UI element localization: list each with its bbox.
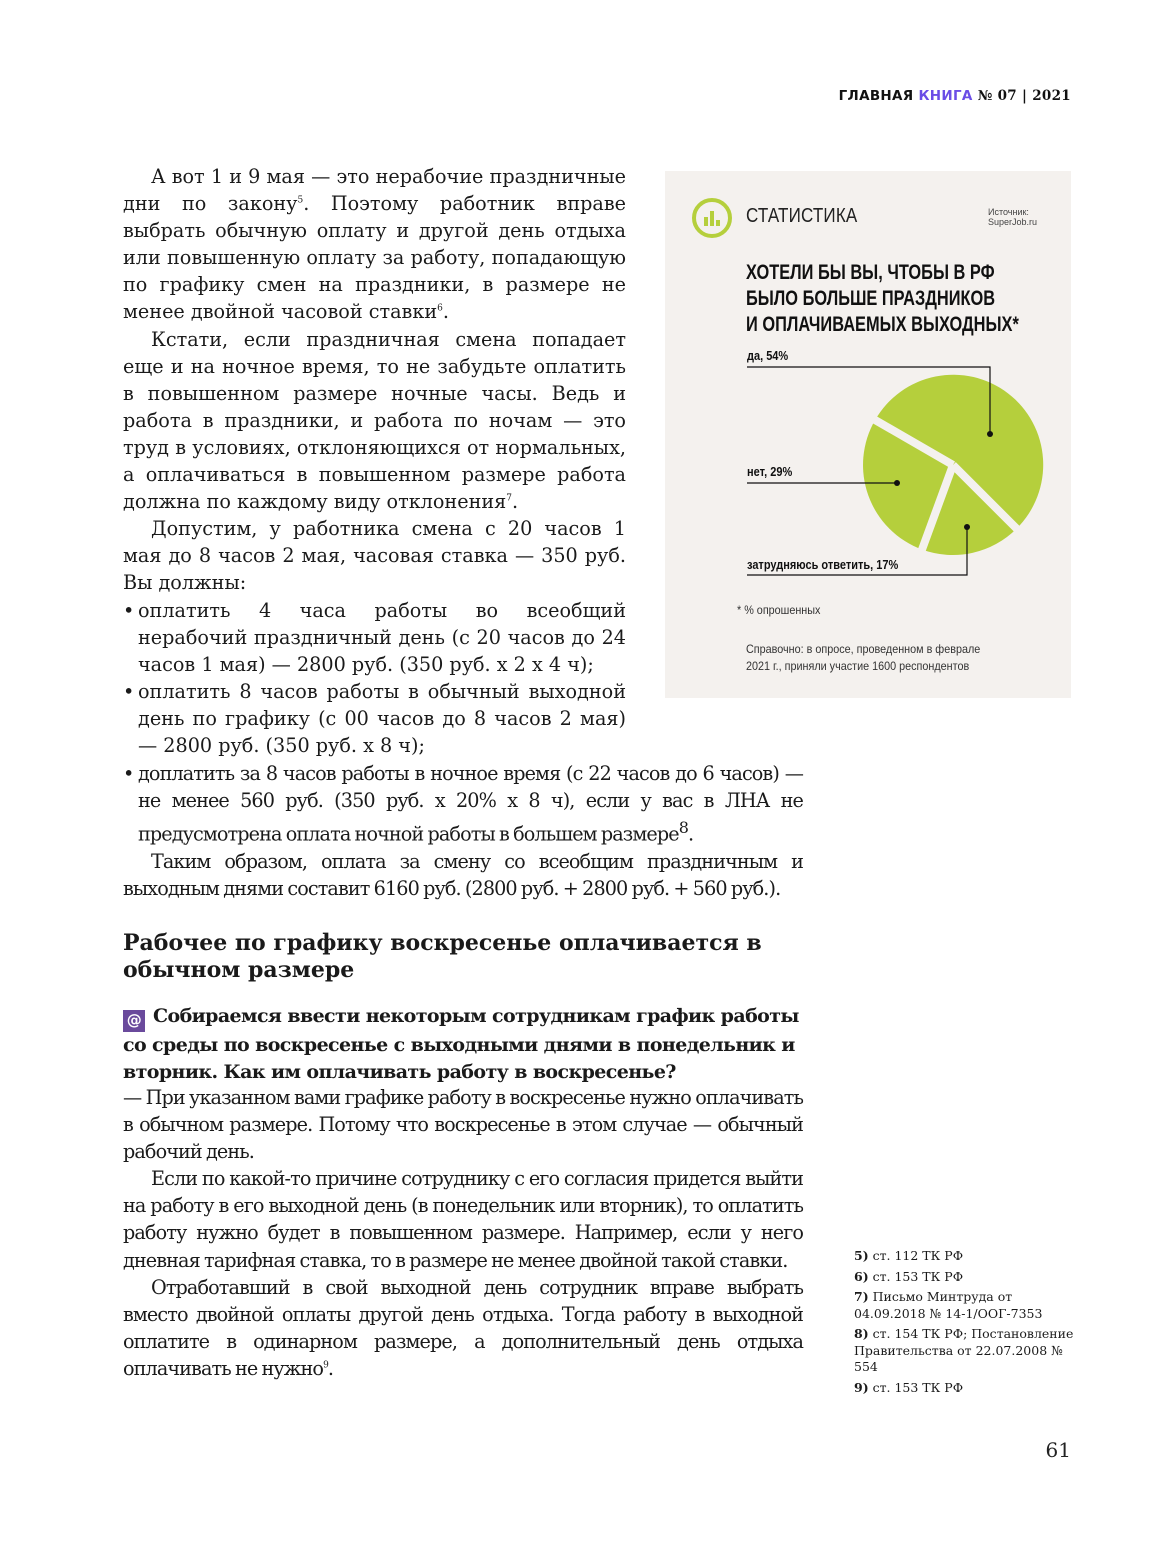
footnotes xyxy=(854,1248,1084,1400)
list-item: • доплатить за 8 часов работы в ночное время (с 22 часов до 6 часов) — не менее 560 руб. (350 руб. х 20% х 8 ч), если у вас в ЛНА не предусмотрена оплата ночной работы в большем размере$^8$. xyxy=(123,760,803,848)
article-column-top xyxy=(123,163,626,759)
page-number: 61 xyxy=(1045,1438,1071,1462)
payment-list-cont xyxy=(123,760,803,848)
section-heading: Рабочее по графику воскресенье оплачивается в обычном размере xyxy=(123,930,762,983)
statistics-label: СТАТИСТИКА xyxy=(746,205,858,227)
paragraph-4: Таким образом, оплата за смену со всеобщим праздничным и выходным днями составит 6160 руб. (2800 руб. + 2800 руб. + 560 руб.). xyxy=(123,849,803,900)
statistics-sidebar xyxy=(665,171,1071,698)
paragraph-1: А вот 1 и 9 мая — это нерабочие праздничные дни по закону$^5$. Поэтому работник вправе выбрать обычную оплату и другой день отдыха или повышенную оплату за работу, попадающую по графику смен на праздники, в размере не менее двойной часовой ставки$^6$. xyxy=(123,165,626,324)
label-no: нет, 29% xyxy=(747,465,793,480)
payment-list xyxy=(123,597,626,760)
magazine-header xyxy=(839,88,1071,104)
chart-note: * % опрошенных xyxy=(737,603,821,617)
footnote-ref-9[interactable]: 9 xyxy=(323,1360,328,1371)
list-item: • оплатить 8 часов работы в обычный выходной день по графику (с 00 часов до 8 часов 2 мая) — 2800 руб. (350 руб. х 8 ч); xyxy=(123,678,626,759)
label-yes: да, 54% xyxy=(747,349,789,364)
answer-column xyxy=(123,1084,803,1382)
footnote-8: 8) ст. 154 ТК РФ; Постановление Правительства от 22.07.2008 № 554 xyxy=(854,1326,1074,1374)
issue-number: № 07 | 2021 xyxy=(977,88,1071,104)
footnote-5: 5) ст. 112 ТК РФ xyxy=(854,1248,964,1263)
source-credit: Источник: SuperJob.ru xyxy=(988,207,1038,227)
footnote-ref-8[interactable]: 8 xyxy=(678,818,688,838)
survey-reference: Справочно: в опросе, проведенном в феврале 2021 г., приняли участие 1600 респондентов xyxy=(746,642,981,673)
label-unsure: затрудняюсь ответить, 17% xyxy=(747,558,899,573)
paragraph-5: Если по какой-то причине сотруднику с его согласия придется выйти на работу в его выходной день (в понедельник или вторник), то оплатить работу нужно будет в повышенном размере. Например, если у него дневная тарифная ставка, то в размере не менее двойной такой ставки. xyxy=(123,1167,803,1272)
paragraph-2: Кстати, если праздничная смена попадает еще и на ночное время, то не забудьте оплатить в повышенном размере ночные часы. Ведь и работа в праздники, и работа по ночам — это труд в условиях, отклоняющихся от нормальных, а оплачиваться в повышенном размере работа должна по каждому виду отклонения$^7$. xyxy=(123,327,626,514)
paragraph-6: Отработавший в свой выходной день сотрудник вправе выбрать вместо двойной оплаты другой день отдыха. Тогда работу в выходной оплатите в одинарном размере, а дополнительный день отдыха оплачивать не нужно$^9$. xyxy=(123,1275,803,1380)
chart-title: ХОТЕЛИ БЫ ВЫ, ЧТОБЫ В РФ БЫЛО БОЛЬШЕ ПРАЗДНИКОВ И ОПЛАЧИВАЕМЫХ ВЫХОДНЫХ* xyxy=(746,261,1019,336)
paragraph-3: Допустим, у работника смена с 20 часов 1 мая до 8 часов 2 мая, часовая ставка — 350 руб. Вы должны: xyxy=(123,517,626,595)
list-item: • оплатить 4 часа работы во всеобщий нерабочий праздничный день (с 20 часов до 24 часов 1 мая) — 2800 руб. (350 руб. х 2 х 4 ч); xyxy=(123,597,626,678)
footnote-7: 7) Письмо Минтруда от 04.09.2018 № 14-1/ООГ-7353 xyxy=(854,1289,1043,1321)
pie-chart xyxy=(665,171,1071,698)
footnote-ref-7[interactable]: 7 xyxy=(506,493,512,504)
article-column-wide xyxy=(123,760,803,902)
reader-question: @ Собираемся ввести некоторым сотрудникам график работы со среды по воскресенье с выходными днями в понедельник и вторник. Как им оплачивать работу в воскресенье? xyxy=(123,1005,799,1083)
footnote-ref-6[interactable]: 6 xyxy=(437,304,443,315)
footnote-6: 6) ст. 153 ТК РФ xyxy=(854,1268,964,1284)
footnote-ref-5[interactable]: 5 xyxy=(297,195,304,206)
email-question-icon: @ xyxy=(123,1010,145,1032)
brand-name-part2: КНИГА xyxy=(918,88,973,104)
brand-name-part1: ГЛАВНАЯ xyxy=(838,88,914,104)
answer-paragraph: — При указанном вами графике работу в воскресенье нужно оплачивать в обычном размере. Потому что воскресенье в этом случае — обычный рабочий день. xyxy=(123,1086,803,1164)
footnote-9: 9) ст. 153 ТК РФ xyxy=(854,1379,964,1395)
